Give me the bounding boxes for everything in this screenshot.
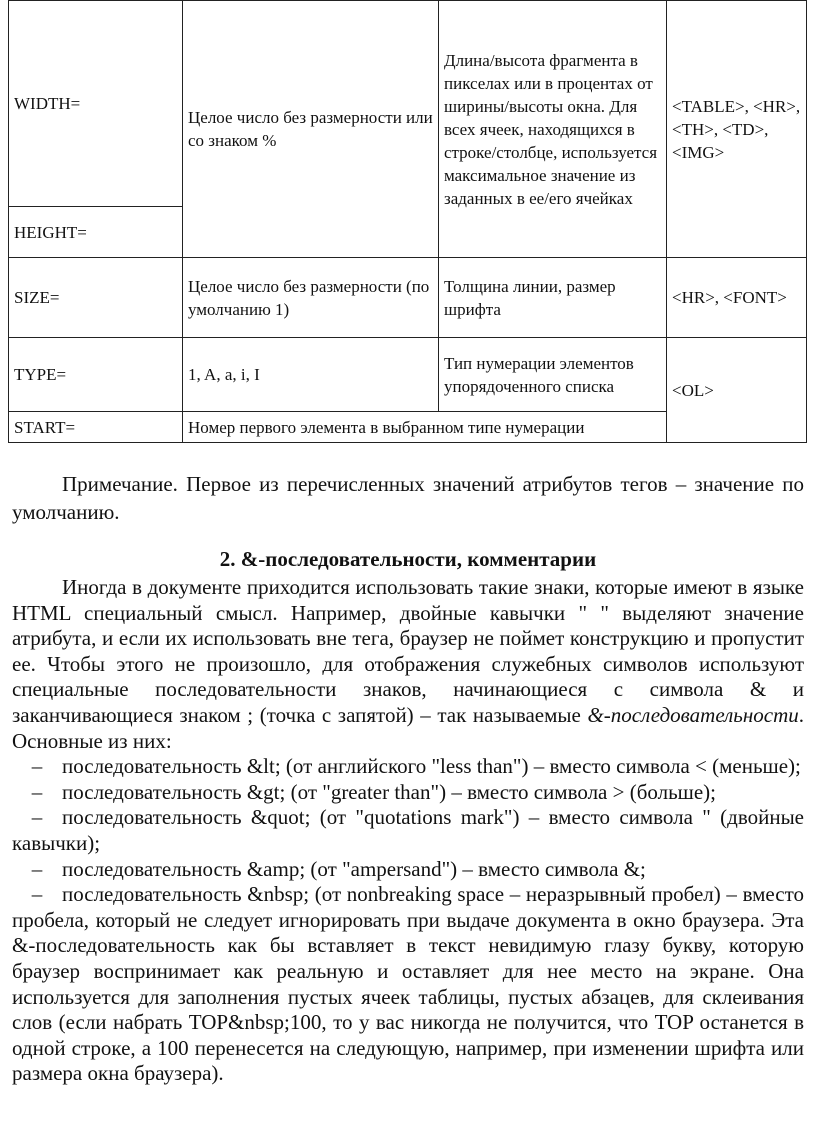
list-dash: –: [31, 805, 43, 830]
cell-ol-tags: <OL>: [667, 338, 807, 443]
cell-type-attr: TYPE=: [9, 338, 183, 412]
cell-width-height-desc: Длина/высота фрагмента в пикселах или в процентах от ширины/высоты окна. Для всех ячеек, находящихся в строке/столбце, используется максимальное значение из заданных в ее/его ячейках: [439, 1, 667, 258]
cell-size-desc: Толщина линии, размер шрифта: [439, 258, 667, 338]
cell-size-values: Целое число без размерности (по умолчанию 1): [183, 258, 439, 338]
cell-type-desc: Тип нумерации элементов упорядоченного списка: [439, 338, 667, 412]
cell-width-attr: WIDTH=: [9, 1, 183, 207]
list-item-text: последовательность &amp; (от "ampersand") – вместо символа &;: [62, 856, 646, 881]
list-item: [12, 754, 804, 780]
list-item: [12, 882, 804, 1087]
intro-term: &-последовательности: [587, 702, 799, 727]
cell-start-attr: START=: [9, 412, 183, 443]
list-item-text: последовательность &lt; (от английского "less than") – вместо символа < (меньше);: [62, 754, 801, 779]
list-dash: –: [31, 856, 43, 881]
intro-paragraph: [12, 575, 804, 754]
list-item-text: последовательность &quot; (от "quotations mark") – вместо символа " (двойные кавычки);: [12, 805, 804, 855]
list-item-text: последовательность &gt; (от "greater than") – вместо символа > (больше);: [62, 779, 716, 804]
attributes-table: [8, 0, 807, 443]
note-paragraph: Примечание. Первое из перечисленных значений атрибутов тегов – значение по умолчанию.: [12, 472, 804, 524]
section-body: [12, 575, 804, 1087]
list-dash: –: [31, 882, 43, 907]
intro-text: Иногда в документе приходится использовать такие знаки, которые имеют в языке HTML специальный смысл. Например, двойные кавычки " " выделяют значение атрибута, и если их использовать вне тега, браузер не поймет конструкцию и пропустит ее. Чтобы этого не произошло, для отображения служебных символов используют специальные последовательности знаков, начинающиеся с символа & и заканчивающиеся знаком ; (точка с запятой) – так называемые: [12, 575, 804, 727]
list-item: [12, 780, 804, 806]
list-item-text: последовательность &nbsp; (от nonbreaking space – неразрывный пробел) – вместо пробела, который не следует игнорировать при выдаче документа в окно браузера. Эта &-последовательность как бы вставляет в текст невидимую глазу букву, которую браузер воспринимает как реальную и оставляет для нее место на экране. Она используется для заполнения пустых ячеек таблицы, пустых абзацев, для склеивания слов (если набрать TOP&nbsp;100, то у вас никогда не получится, что TOP останется в одной строке, а 100 перенесется на следующую, например, при изменении шрифта или размера окна браузера).: [12, 882, 804, 1086]
list-item: [12, 857, 804, 883]
list-item: [12, 805, 804, 856]
cell-size-attr: SIZE=: [9, 258, 183, 338]
intro-tail: . Основные из них:: [12, 702, 804, 753]
cell-size-tags: <HR>, <FONT>: [667, 258, 807, 338]
cell-width-height-values: Целое число без размерности или со знаком %: [183, 1, 439, 258]
cell-width-height-tags: <TABLE>, <HR>, <TH>, <TD>, <IMG>: [667, 1, 807, 258]
section-title: 2. &-последовательности, комментарии: [219, 547, 597, 571]
cell-type-values: 1, A, a, i, I: [183, 338, 439, 412]
list-dash: –: [31, 779, 43, 804]
list-dash: –: [31, 754, 43, 779]
cell-height-attr: HEIGHT=: [9, 207, 183, 258]
cell-start-desc: Номер первого элемента в выбранном типе нумерации: [183, 412, 667, 443]
